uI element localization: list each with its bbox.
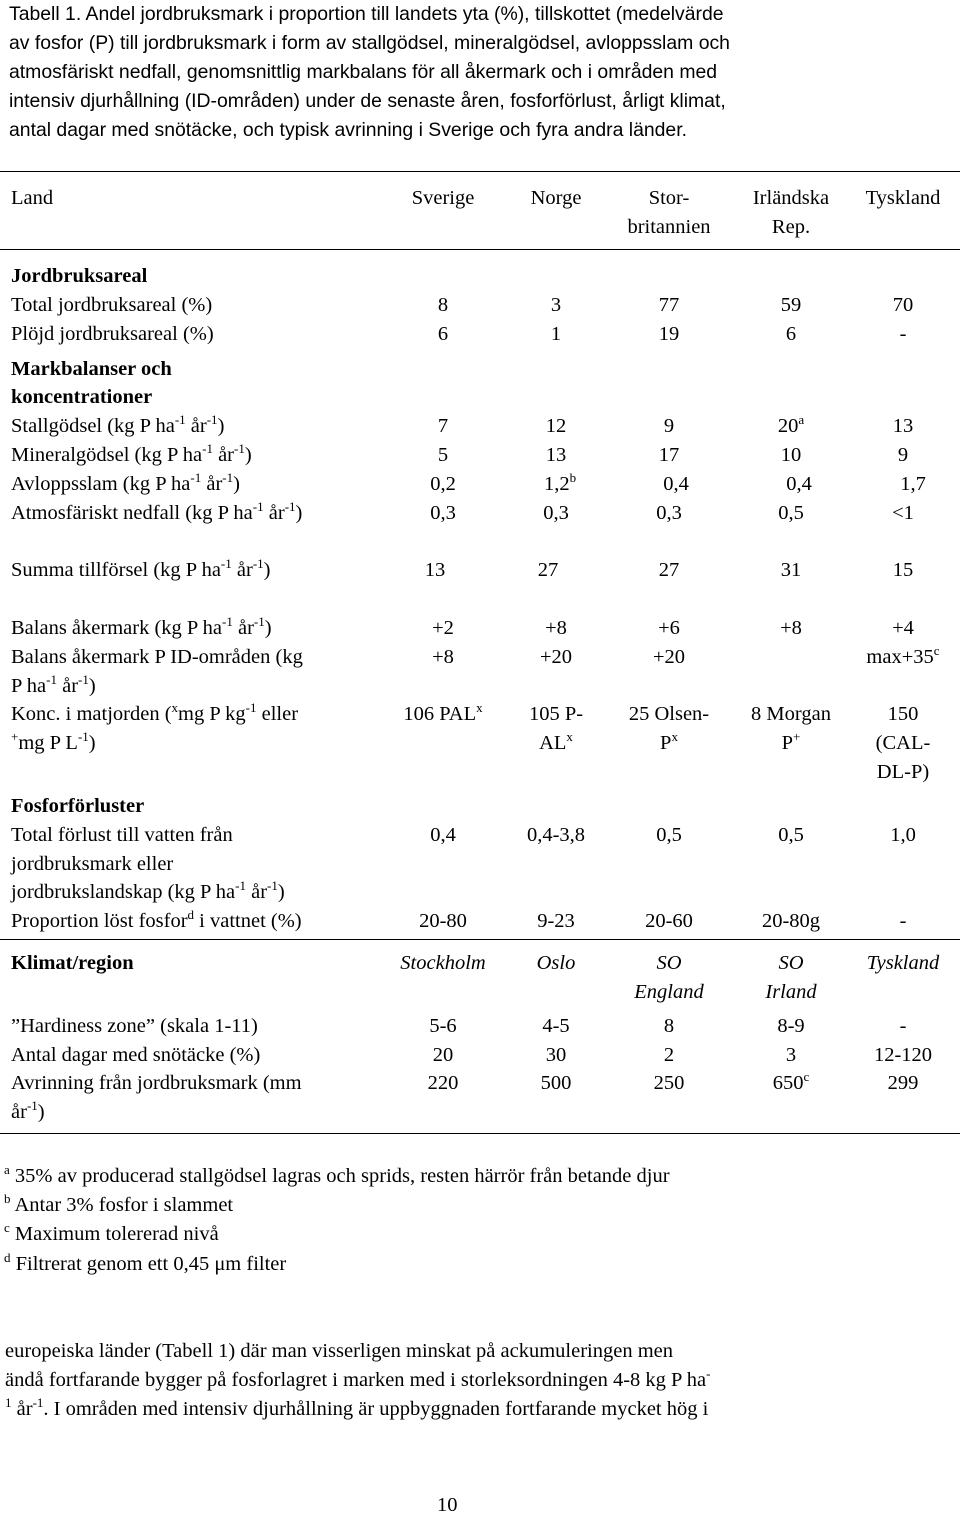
body-line: $^1$ $år^{-1}$. I områden med intensiv djurhållning är uppbyggnaden fortfarande mycket hög i <box>5 1395 709 1420</box>
row-label-cont: jordbrukslandskap (kg P $ha^{-1}$ $år^{-1}$) <box>11 878 285 903</box>
cell-storbritannien: 250 <box>653 1072 685 1094</box>
cell-tyskland: - <box>899 910 907 932</box>
cell-storbritannien: 77 <box>658 294 680 316</box>
cell-norge: 1 <box>550 323 562 345</box>
cell-tyskland: Tyskland <box>866 952 940 974</box>
cell-storbritannien: 0,4 <box>663 473 689 495</box>
cell-tyskland: 1,0 <box>890 824 916 846</box>
row-label: Avloppsslam (kg P $ha^{-1}$ $år^{-1}$) <box>11 470 240 495</box>
header-land: Land <box>11 187 54 209</box>
cell-irland: 20$^a$ <box>777 412 805 437</box>
cell-irland: 3 <box>785 1044 797 1066</box>
row-label: Stallgödsel (kg P $ha^{-1}$ $år^{-1}$) <box>11 412 225 437</box>
row-label: Balans åkermark P ID-områden (kg <box>11 646 303 668</box>
row-label: Mineralgödsel (kg P $ha^{-1}$ $år^{-1}$) <box>11 441 252 466</box>
cell-sverige: +8 <box>432 646 454 668</box>
header-rule <box>0 249 960 250</box>
cell-storbritannien: 8 <box>663 1015 675 1037</box>
footnote: $^a$ 35% av producerad stallgödsel lagras och sprids, resten härrör från betande djur <box>4 1162 670 1187</box>
cell-sverige: 13 <box>424 559 446 581</box>
row-label: Proportion löst fosfor$^d$ i vattnet (%) <box>11 907 302 932</box>
cell-storbritannien: 9 <box>663 415 675 437</box>
cell-tyskland: 9 <box>897 444 909 466</box>
cell-irland-2: P+ <box>781 729 801 754</box>
header-irland-2: Rep. <box>771 216 811 238</box>
section-jordbruksareal: Jordbruksareal <box>11 265 148 287</box>
cell-norge-2: $AL^x$ <box>539 729 573 754</box>
table-bottom-rule <box>0 1133 960 1134</box>
row-label: Summa tillförsel (kg P $ha^{-1}$ $år^{-1}$) <box>11 556 271 581</box>
cell-tyskland: +4 <box>892 617 914 639</box>
cell-irland: 0,5 <box>778 824 804 846</box>
row-label: Konc. i matjorden ($^x$mg P $kg^{-1}$ eller <box>11 700 299 725</box>
cell-irland: +8 <box>780 617 802 639</box>
cell-tyskland: 70 <box>892 294 914 316</box>
cell-norge: 27 <box>537 559 559 581</box>
cell-sverige: +2 <box>432 617 454 639</box>
cell-storbritannien: 25 Olsen- <box>628 703 710 725</box>
row-label-cont: P $ha^{-1}$ $år^{-1}$) <box>11 672 96 697</box>
cell-sverige: 6 <box>437 323 449 345</box>
cell-tyskland: - <box>899 323 907 345</box>
cell-norge: 105 P- <box>528 703 584 725</box>
cell-norge: 9-23 <box>537 910 575 932</box>
row-label: ”Hardiness zone” (skala 1-11) <box>11 1015 258 1037</box>
cell-norge: 30 <box>545 1044 567 1066</box>
cell-storbritannien: 0,5 <box>656 824 682 846</box>
cell-tyskland: 150 <box>887 703 919 725</box>
cell-irland: 0,5 <box>778 502 804 524</box>
cell-norge: Oslo <box>536 952 576 974</box>
caption-line: av fosfor (P) till jordbruksmark i form av stallgödsel, mineralgödsel, avloppsslam och <box>9 32 730 54</box>
cell-norge: 1,2$^b$ <box>543 470 577 495</box>
cell-tyskland: 299 <box>887 1072 919 1094</box>
cell-tyskland-3: DL-P) <box>876 761 930 783</box>
cell-storbritannien: 0,3 <box>656 502 682 524</box>
row-label: Total jordbruksareal (%) <box>11 294 213 316</box>
cell-storbritannien: +6 <box>658 617 680 639</box>
cell-tyskland: $\max+35^c$ <box>866 643 940 668</box>
header-irland-1: Irländska <box>752 187 830 209</box>
caption-line: atmosfäriskt nedfall, genomsnittlig markbalans för all åkermark och i områden med <box>9 61 718 83</box>
cell-sverige: 20 <box>432 1044 454 1066</box>
row-label: Plöjd jordbruksareal (%) <box>11 323 214 345</box>
cell-sverige: 220 <box>427 1072 459 1094</box>
header-tyskland: Tyskland <box>865 187 941 209</box>
section-markbalanser-2: koncentrationer <box>11 386 153 408</box>
cell-storbritannien: 17 <box>658 444 680 466</box>
cell-storbritannien: +20 <box>652 646 686 668</box>
cell-norge: 4-5 <box>542 1015 570 1037</box>
row-label: Antal dagar med snötäcke (%) <box>11 1044 261 1066</box>
table-caption <box>9 0 954 145</box>
section-markbalanser-1: Markbalanser och <box>11 358 172 380</box>
cell-norge: 0,4-3,8 <box>526 824 586 846</box>
cell-storbritannien: 19 <box>658 323 680 345</box>
row-label: Avrinning från jordbruksmark (mm <box>11 1072 302 1094</box>
header-sverige: Sverige <box>411 187 475 209</box>
row-label-cont: +mg P $L^{-1}$) <box>11 729 96 754</box>
cell-tyskland: <1 <box>892 502 914 524</box>
header-storbritannien-2: britannien <box>627 216 711 238</box>
footnote: $^b$ Antar 3% fosfor i slammet <box>4 1191 234 1216</box>
cell-norge: 0,3 <box>543 502 569 524</box>
section-rule <box>0 939 960 940</box>
table-top-rule <box>0 171 960 172</box>
cell-irland: SO <box>778 952 804 974</box>
cell-irland: 650$^c$ <box>772 1069 810 1094</box>
cell-irland: 8-9 <box>777 1015 805 1037</box>
body-line: ändå fortfarande bygger på fosforlagret i marken med i storleksordningen 4-8 kg P ha- <box>5 1366 711 1391</box>
caption-line: intensiv djurhållning (ID-områden) under de senaste åren, fosforförlust, årligt klimat, <box>9 90 726 112</box>
cell-storbritannien-2: $P^x$ <box>660 729 678 754</box>
page-number: 10 <box>437 1494 458 1516</box>
cell-sverige: 106 PAL$^x$ <box>403 700 483 725</box>
cell-norge: +20 <box>539 646 573 668</box>
cell-norge: 3 <box>550 294 562 316</box>
cell-storbritannien: 20-60 <box>645 910 693 932</box>
body-line: europeiska länder (Tabell 1) där man visserligen minskat på ackumuleringen men <box>5 1340 674 1362</box>
cell-tyskland: 13 <box>892 415 914 437</box>
cell-sverige: Stockholm <box>400 952 486 974</box>
cell-storbritannien: 2 <box>663 1044 675 1066</box>
cell-sverige: 20-80 <box>419 910 467 932</box>
cell-tyskland: 1,7 <box>900 473 926 495</box>
cell-irland: 59 <box>780 294 802 316</box>
cell-irland: 20-80g <box>761 910 821 932</box>
cell-norge: 500 <box>540 1072 572 1094</box>
cell-storbritannien-2: England <box>634 981 704 1003</box>
cell-tyskland: - <box>899 1015 907 1037</box>
cell-irland: 8 Morgan <box>751 703 831 725</box>
cell-sverige: 5-6 <box>429 1015 457 1037</box>
caption-line: antal dagar med snötäcke, och typisk avrinning i Sverige och fyra andra länder. <box>9 119 687 141</box>
cell-sverige: 0,2 <box>430 473 456 495</box>
cell-tyskland-2: (CAL- <box>875 732 931 754</box>
cell-norge: +8 <box>545 617 567 639</box>
row-label: Atmosfäriskt nedfall (kg P $ha^{-1}$ $år^{-1}$) <box>11 499 303 524</box>
footnote: $^c$ Maximum tolererad nivå <box>4 1220 219 1245</box>
cell-storbritannien: 27 <box>658 559 680 581</box>
caption-line: Tabell 1. Andel jordbruksmark i proportion till landets yta (%), tillskottet (medelvärde <box>9 3 724 25</box>
cell-irland: 31 <box>780 559 802 581</box>
section-fosforforluster: Fosforförluster <box>11 795 145 817</box>
cell-norge: 12 <box>545 415 567 437</box>
cell-norge: 13 <box>545 444 567 466</box>
section-klimat: Klimat/region <box>11 952 134 974</box>
cell-irland: 10 <box>780 444 802 466</box>
cell-irland: 0,4 <box>786 473 812 495</box>
footnote: $^d$ Filtrerat genom ett 0,45 μm filter <box>4 1250 287 1275</box>
cell-tyskland: 12-120 <box>873 1044 933 1066</box>
cell-sverige: 5 <box>437 444 449 466</box>
cell-sverige: 0,3 <box>430 502 456 524</box>
cell-irland-2: Irland <box>765 981 817 1003</box>
cell-tyskland: 15 <box>892 559 914 581</box>
cell-sverige: 8 <box>437 294 449 316</box>
row-label-cont: $år^{-1}$) <box>11 1098 45 1123</box>
row-label-cont: jordbruksmark eller <box>11 853 174 875</box>
cell-sverige: 0,4 <box>430 824 456 846</box>
cell-sverige: 7 <box>437 415 449 437</box>
cell-storbritannien: SO <box>656 952 682 974</box>
header-norge: Norge <box>530 187 582 209</box>
cell-irland: 6 <box>785 323 797 345</box>
row-label: Total förlust till vatten från <box>11 824 233 846</box>
row-label: Balans åkermark (kg P $ha^{-1}$ $år^{-1}$) <box>11 614 272 639</box>
header-storbritannien-1: Stor- <box>648 187 690 209</box>
